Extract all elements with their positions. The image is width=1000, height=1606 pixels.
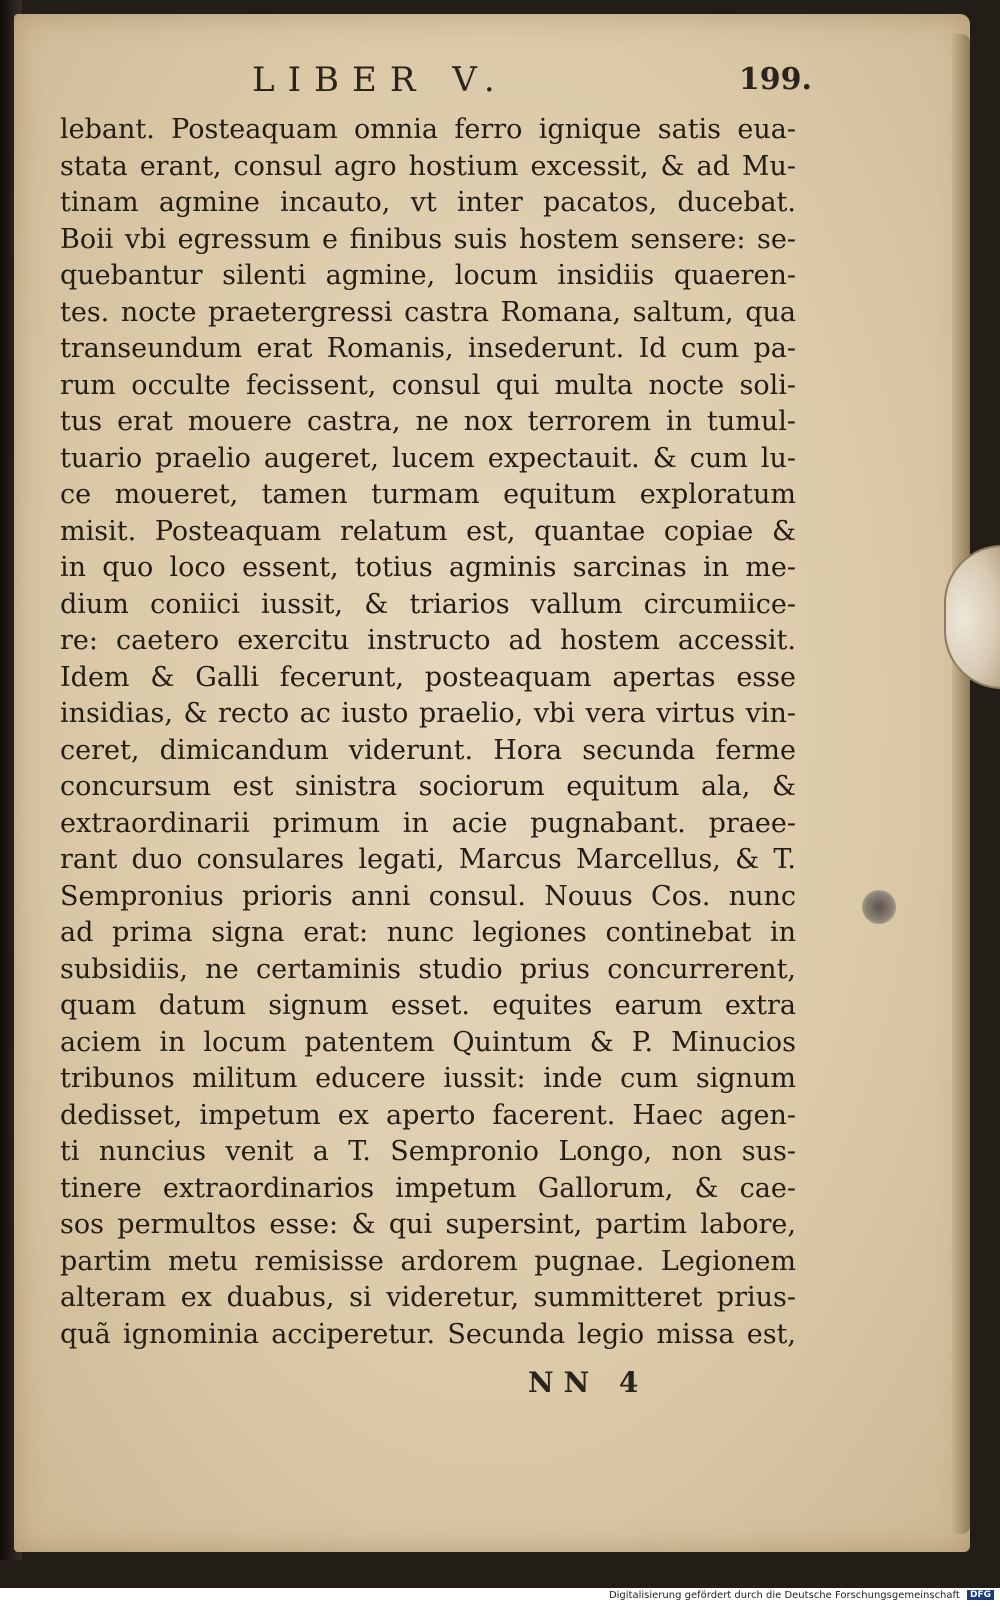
text-line: subsidiis, ne certaminis studio prius concurrerent,	[60, 953, 796, 985]
page-header	[252, 60, 812, 106]
text-line: ad prima signa erat: nunc legiones continebat in	[60, 917, 796, 948]
text-line: stata erant, consul agro hostium excessit, & ad Mu-	[60, 150, 796, 182]
text-line: misit. Posteaquam relatum est, quantae copiae &	[60, 515, 796, 547]
body-text	[60, 112, 796, 1353]
text-line: rum occulte fecissent, consul qui multa nocte soli-	[60, 369, 796, 401]
text-line: re: caetero exercitu instructo ad hostem accessit.	[60, 625, 796, 656]
text-line: quã ignominia acciperetur. Secunda legio missa est,	[60, 1318, 796, 1350]
text-line: lebant. Posteaquam omnia ferro ignique satis eua-	[60, 114, 796, 145]
text-line: Boii vbi egressum e finibus suis hostem sensere: se-	[60, 223, 796, 255]
text-line: quam datum signum esset. equites earum extra	[60, 990, 796, 1021]
text-line: tribunos militum educere iussit: inde cum signum	[60, 1063, 796, 1094]
text-line: insidias, & recto ac iusto praelio, vbi vera virtus vin-	[60, 698, 796, 729]
text-line: extraordinarii primum in acie pugnabant. praee-	[60, 807, 796, 839]
text-line: Sempronius prioris anni consul. Nouus Cos. nunc	[60, 880, 796, 912]
text-line: quebantur silenti agmine, locum insidiis quaeren-	[60, 260, 796, 291]
text-line: sos permultos esse: & qui supersint, partim labore,	[60, 1209, 796, 1240]
text-line: tuario praelio augeret, lucem expectauit. & cum lu-	[60, 442, 796, 474]
text-line: partim metu remisisse ardorem pugnae. Legionem	[60, 1245, 796, 1277]
text-line: tus erat mouere castra, ne nox terrorem in tumul-	[60, 406, 796, 437]
text-line: tinam agmine incauto, vt inter pacatos, ducebat.	[60, 187, 796, 218]
text-line: concursum est sinistra sociorum equitum ala, &	[60, 771, 796, 802]
text-line: dium coniici iussit, & triarios vallum circumiice-	[60, 588, 796, 620]
page-fore-edge	[952, 34, 970, 1534]
text-line: in quo loco essent, totius agminis sarcinas in me-	[60, 552, 796, 583]
text-line: ti nuncius venit a T. Sempronio Longo, non sus-	[60, 1136, 796, 1167]
text-line: Idem & Galli fecerunt, posteaquam apertas esse	[60, 661, 796, 693]
text-line: aciem in locum patentem Quintum & P. Minucios	[60, 1026, 796, 1058]
dfg-logo: DFG	[967, 1590, 994, 1600]
text-line: tinere extraordinarios impetum Gallorum, & cae-	[60, 1172, 796, 1204]
text-line: ceret, dimicandum viderunt. Hora secunda ferme	[60, 734, 796, 766]
text-line: tes. nocte praetergressi castra Romana, saltum, qua	[60, 296, 796, 328]
text-line: rant duo consulares legati, Marcus Marcellus, & T.	[60, 844, 796, 875]
ink-smudge	[862, 890, 896, 924]
text-line: dedisset, impetum ex aperto facerent. Haec agen-	[60, 1099, 796, 1131]
credit-text: Digitalisierung gefördert durch die Deutsche Forschungsgemeinschaft	[608, 1590, 960, 1601]
digitization-credit	[609, 1590, 994, 1601]
page-number: 199.	[738, 62, 812, 97]
running-title: LIBER V.	[252, 60, 508, 100]
signature-mark: NN 4	[528, 1366, 649, 1399]
text-line: transeundum erat Romanis, insederunt. Id cum pa-	[60, 333, 796, 364]
text-line: ce moueret, tamen turmam equitum exploratum	[60, 479, 796, 510]
text-line: alteram ex duabus, si videretur, summitteret prius-	[60, 1282, 796, 1313]
